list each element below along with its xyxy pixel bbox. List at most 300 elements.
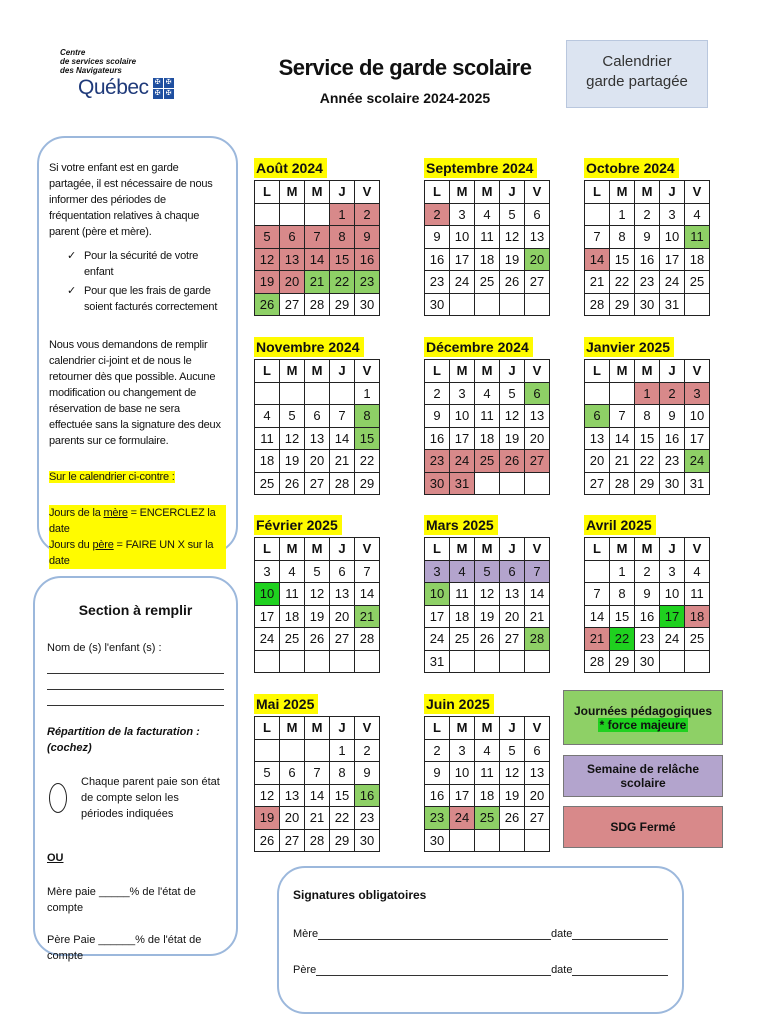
day-cell[interactable]: 19 bbox=[255, 807, 280, 830]
day-cell[interactable]: 2 bbox=[425, 739, 450, 762]
empty-day-cell bbox=[500, 293, 525, 316]
day-cell[interactable]: 20 bbox=[305, 450, 330, 473]
legend-relache-label: Semaine de relâche scolaire bbox=[586, 762, 700, 790]
day-cell[interactable]: 2 bbox=[635, 560, 660, 583]
father-date-line[interactable] bbox=[572, 964, 668, 976]
day-cell[interactable]: 20 bbox=[280, 807, 305, 830]
day-cell[interactable]: 6 bbox=[525, 739, 550, 762]
day-cell[interactable]: 10 bbox=[450, 762, 475, 785]
day-cell[interactable]: 23 bbox=[635, 628, 660, 651]
empty-day-cell bbox=[305, 650, 330, 673]
day-cell[interactable]: 6 bbox=[525, 382, 550, 405]
page-title: Service de garde scolaire bbox=[278, 55, 532, 80]
day-cell[interactable]: 8 bbox=[610, 226, 635, 249]
day-cell[interactable]: 14 bbox=[355, 583, 380, 606]
day-cell[interactable]: 24 bbox=[660, 628, 685, 651]
day-cell[interactable]: 10 bbox=[685, 405, 710, 428]
month-calendar bbox=[584, 158, 710, 316]
day-cell[interactable]: 27 bbox=[585, 472, 610, 495]
day-cell[interactable]: 21 bbox=[610, 450, 635, 473]
day-cell[interactable]: 15 bbox=[330, 248, 355, 271]
day-cell[interactable]: 25 bbox=[475, 450, 500, 473]
day-cell[interactable]: 21 bbox=[355, 605, 380, 628]
weekday-header: J bbox=[330, 181, 355, 204]
day-cell[interactable]: 26 bbox=[255, 293, 280, 316]
weekday-header: J bbox=[500, 538, 525, 561]
day-cell[interactable]: 17 bbox=[660, 248, 685, 271]
empty-day-cell bbox=[525, 472, 550, 495]
day-cell[interactable]: 5 bbox=[280, 405, 305, 428]
day-cell[interactable]: 11 bbox=[685, 583, 710, 606]
day-cell[interactable]: 26 bbox=[500, 807, 525, 830]
day-cell[interactable]: 28 bbox=[585, 650, 610, 673]
day-cell[interactable]: 18 bbox=[475, 248, 500, 271]
day-cell[interactable]: 4 bbox=[475, 382, 500, 405]
day-cell[interactable]: 26 bbox=[305, 628, 330, 651]
day-cell[interactable]: 19 bbox=[280, 450, 305, 473]
day-cell[interactable]: 25 bbox=[280, 628, 305, 651]
day-cell[interactable]: 2 bbox=[355, 203, 380, 226]
day-cell[interactable]: 18 bbox=[685, 605, 710, 628]
day-cell[interactable]: 11 bbox=[475, 405, 500, 428]
day-cell[interactable]: 18 bbox=[280, 605, 305, 628]
day-cell[interactable]: 27 bbox=[525, 807, 550, 830]
billing-option-radio[interactable] bbox=[49, 783, 67, 813]
weekday-header: V bbox=[355, 538, 380, 561]
day-cell[interactable]: 9 bbox=[425, 226, 450, 249]
day-cell[interactable]: 3 bbox=[450, 382, 475, 405]
day-cell[interactable]: 6 bbox=[305, 405, 330, 428]
day-cell[interactable]: 7 bbox=[330, 405, 355, 428]
day-cell[interactable]: 23 bbox=[425, 271, 450, 294]
day-cell[interactable]: 27 bbox=[525, 271, 550, 294]
day-cell[interactable]: 10 bbox=[450, 226, 475, 249]
day-cell[interactable]: 27 bbox=[305, 472, 330, 495]
day-cell[interactable]: 11 bbox=[255, 427, 280, 450]
day-cell[interactable]: 9 bbox=[425, 762, 450, 785]
day-cell[interactable]: 29 bbox=[610, 293, 635, 316]
day-cell[interactable]: 2 bbox=[660, 382, 685, 405]
day-cell[interactable]: 26 bbox=[500, 450, 525, 473]
day-cell[interactable]: 30 bbox=[425, 829, 450, 852]
weekday-header: J bbox=[500, 181, 525, 204]
day-cell[interactable]: 2 bbox=[425, 203, 450, 226]
empty-day-cell bbox=[255, 650, 280, 673]
badge-line1: Calendrier bbox=[602, 53, 672, 70]
day-cell[interactable]: 4 bbox=[280, 560, 305, 583]
day-cell[interactable]: 6 bbox=[280, 762, 305, 785]
day-cell[interactable]: 24 bbox=[450, 807, 475, 830]
day-cell[interactable]: 21 bbox=[585, 628, 610, 651]
day-cell[interactable]: 16 bbox=[355, 784, 380, 807]
day-cell[interactable]: 30 bbox=[635, 650, 660, 673]
day-cell[interactable]: 1 bbox=[330, 203, 355, 226]
day-cell[interactable]: 9 bbox=[425, 405, 450, 428]
day-cell[interactable]: 12 bbox=[255, 784, 280, 807]
day-cell[interactable]: 14 bbox=[585, 248, 610, 271]
day-cell[interactable]: 29 bbox=[610, 650, 635, 673]
day-cell[interactable]: 4 bbox=[255, 405, 280, 428]
day-cell[interactable]: 25 bbox=[475, 807, 500, 830]
day-cell[interactable]: 5 bbox=[255, 762, 280, 785]
day-cell[interactable]: 12 bbox=[305, 583, 330, 606]
day-cell[interactable]: 15 bbox=[330, 784, 355, 807]
day-cell[interactable]: 24 bbox=[255, 628, 280, 651]
day-cell[interactable]: 13 bbox=[330, 583, 355, 606]
empty-day-cell bbox=[450, 829, 475, 852]
day-cell[interactable]: 6 bbox=[525, 203, 550, 226]
day-cell[interactable]: 14 bbox=[610, 427, 635, 450]
day-cell[interactable]: 11 bbox=[685, 226, 710, 249]
day-cell[interactable]: 18 bbox=[685, 248, 710, 271]
day-cell[interactable]: 19 bbox=[475, 605, 500, 628]
day-cell[interactable]: 9 bbox=[355, 762, 380, 785]
day-cell[interactable]: 27 bbox=[525, 450, 550, 473]
day-cell[interactable]: 14 bbox=[305, 784, 330, 807]
quebec-wordmark: Québec bbox=[78, 76, 149, 99]
day-cell[interactable]: 18 bbox=[475, 784, 500, 807]
day-cell[interactable]: 28 bbox=[330, 472, 355, 495]
day-cell[interactable]: 26 bbox=[475, 628, 500, 651]
day-cell[interactable]: 29 bbox=[355, 472, 380, 495]
day-cell[interactable]: 7 bbox=[525, 560, 550, 583]
day-cell[interactable]: 4 bbox=[475, 203, 500, 226]
day-cell[interactable]: 28 bbox=[610, 472, 635, 495]
day-cell[interactable]: 3 bbox=[660, 203, 685, 226]
day-cell[interactable]: 3 bbox=[660, 560, 685, 583]
month-grid bbox=[584, 180, 710, 316]
weekday-header: J bbox=[500, 717, 525, 740]
weekday-header: V bbox=[525, 360, 550, 383]
day-cell[interactable]: 21 bbox=[305, 271, 330, 294]
day-cell[interactable]: 31 bbox=[685, 472, 710, 495]
day-cell[interactable]: 24 bbox=[685, 450, 710, 473]
day-cell[interactable]: 7 bbox=[355, 560, 380, 583]
day-cell[interactable]: 17 bbox=[685, 427, 710, 450]
day-cell[interactable]: 28 bbox=[355, 628, 380, 651]
day-cell[interactable]: 20 bbox=[280, 271, 305, 294]
day-cell[interactable]: 6 bbox=[330, 560, 355, 583]
month-grid bbox=[254, 716, 380, 852]
day-cell[interactable]: 28 bbox=[585, 293, 610, 316]
day-cell[interactable]: 23 bbox=[635, 271, 660, 294]
day-cell[interactable]: 30 bbox=[425, 472, 450, 495]
day-cell[interactable]: 2 bbox=[425, 382, 450, 405]
intro-text: Si votre enfant est en garde partagée, il est nécessaire de nous informer des périodes de fréquentation relatives à chaque parent (père et mère). bbox=[49, 162, 213, 238]
day-cell[interactable]: 14 bbox=[305, 248, 330, 271]
day-cell[interactable]: 16 bbox=[355, 248, 380, 271]
day-cell[interactable]: 2 bbox=[355, 739, 380, 762]
day-cell[interactable]: 5 bbox=[500, 382, 525, 405]
day-cell[interactable]: 24 bbox=[450, 271, 475, 294]
day-cell[interactable]: 30 bbox=[635, 293, 660, 316]
day-cell[interactable]: 8 bbox=[330, 226, 355, 249]
day-cell[interactable]: 1 bbox=[330, 739, 355, 762]
day-cell[interactable]: 5 bbox=[475, 560, 500, 583]
day-cell[interactable]: 20 bbox=[585, 450, 610, 473]
child-name-line-3[interactable] bbox=[47, 694, 224, 706]
day-cell[interactable]: 25 bbox=[255, 472, 280, 495]
day-cell[interactable]: 8 bbox=[610, 583, 635, 606]
day-cell[interactable]: 16 bbox=[635, 248, 660, 271]
day-cell[interactable]: 27 bbox=[280, 293, 305, 316]
day-cell[interactable]: 22 bbox=[330, 271, 355, 294]
signature-section bbox=[277, 866, 684, 1014]
day-cell[interactable]: 17 bbox=[425, 605, 450, 628]
day-cell[interactable]: 4 bbox=[450, 560, 475, 583]
day-cell[interactable]: 7 bbox=[585, 226, 610, 249]
day-cell[interactable]: 15 bbox=[610, 605, 635, 628]
day-cell[interactable]: 16 bbox=[425, 427, 450, 450]
day-cell[interactable]: 18 bbox=[255, 450, 280, 473]
day-cell[interactable]: 3 bbox=[255, 560, 280, 583]
empty-day-cell bbox=[280, 203, 305, 226]
day-cell[interactable]: 1 bbox=[610, 560, 635, 583]
day-cell[interactable]: 7 bbox=[305, 226, 330, 249]
day-cell[interactable]: 14 bbox=[330, 427, 355, 450]
child-name-line-2[interactable] bbox=[47, 678, 224, 690]
day-cell[interactable]: 28 bbox=[305, 829, 330, 852]
day-cell[interactable]: 20 bbox=[330, 605, 355, 628]
weekday-header: M bbox=[305, 181, 330, 204]
day-cell[interactable]: 22 bbox=[610, 271, 635, 294]
day-cell[interactable]: 22 bbox=[355, 450, 380, 473]
empty-day-cell bbox=[475, 293, 500, 316]
day-cell[interactable]: 6 bbox=[280, 226, 305, 249]
empty-day-cell bbox=[305, 382, 330, 405]
month-grid bbox=[584, 537, 710, 673]
day-cell[interactable]: 15 bbox=[610, 248, 635, 271]
day-cell[interactable]: 10 bbox=[425, 583, 450, 606]
day-cell[interactable]: 10 bbox=[660, 583, 685, 606]
day-cell[interactable]: 25 bbox=[685, 271, 710, 294]
day-cell[interactable]: 3 bbox=[425, 560, 450, 583]
day-cell[interactable]: 9 bbox=[355, 226, 380, 249]
day-cell[interactable]: 17 bbox=[450, 427, 475, 450]
weekday-header: M bbox=[450, 181, 475, 204]
day-cell[interactable]: 26 bbox=[500, 271, 525, 294]
day-cell[interactable]: 12 bbox=[255, 248, 280, 271]
day-cell[interactable]: 7 bbox=[585, 583, 610, 606]
day-cell[interactable]: 22 bbox=[610, 628, 635, 651]
month-title: Août 2024 bbox=[254, 158, 327, 178]
empty-day-cell bbox=[585, 560, 610, 583]
org-name-line1: Centre bbox=[60, 48, 86, 57]
day-cell[interactable]: 23 bbox=[660, 450, 685, 473]
day-cell[interactable]: 7 bbox=[610, 405, 635, 428]
day-cell[interactable]: 30 bbox=[660, 472, 685, 495]
empty-day-cell bbox=[280, 650, 305, 673]
day-cell[interactable]: 23 bbox=[425, 450, 450, 473]
day-cell[interactable]: 15 bbox=[635, 427, 660, 450]
day-cell[interactable]: 25 bbox=[685, 628, 710, 651]
weekday-header: L bbox=[585, 538, 610, 561]
weekday-header: L bbox=[585, 181, 610, 204]
day-cell[interactable]: 30 bbox=[355, 829, 380, 852]
day-cell[interactable]: 6 bbox=[500, 560, 525, 583]
day-cell[interactable]: 2 bbox=[635, 203, 660, 226]
day-cell[interactable]: 22 bbox=[635, 450, 660, 473]
org-name-line3: des Navigateurs bbox=[60, 66, 122, 75]
day-cell[interactable]: 30 bbox=[355, 293, 380, 316]
day-cell[interactable]: 11 bbox=[475, 226, 500, 249]
day-cell[interactable]: 19 bbox=[500, 427, 525, 450]
day-cell[interactable]: 20 bbox=[500, 605, 525, 628]
day-cell[interactable]: 10 bbox=[660, 226, 685, 249]
day-cell[interactable]: 14 bbox=[525, 583, 550, 606]
month-grid bbox=[424, 537, 550, 673]
day-cell[interactable]: 18 bbox=[450, 605, 475, 628]
day-cell[interactable]: 10 bbox=[450, 405, 475, 428]
day-cell[interactable]: 12 bbox=[500, 762, 525, 785]
month-calendar bbox=[254, 694, 380, 852]
empty-day-cell bbox=[475, 650, 500, 673]
day-cell[interactable]: 11 bbox=[450, 583, 475, 606]
day-cell[interactable]: 8 bbox=[355, 405, 380, 428]
day-cell[interactable]: 5 bbox=[500, 739, 525, 762]
day-cell[interactable]: 5 bbox=[305, 560, 330, 583]
day-cell[interactable]: 13 bbox=[585, 427, 610, 450]
weekday-header: L bbox=[255, 717, 280, 740]
day-cell[interactable]: 8 bbox=[330, 762, 355, 785]
weekday-header: M bbox=[280, 181, 305, 204]
day-cell[interactable]: 17 bbox=[450, 784, 475, 807]
mother-date-line[interactable] bbox=[572, 928, 668, 940]
day-cell[interactable]: 20 bbox=[525, 427, 550, 450]
day-cell[interactable]: 12 bbox=[500, 226, 525, 249]
day-cell[interactable]: 13 bbox=[280, 784, 305, 807]
day-cell[interactable]: 9 bbox=[635, 583, 660, 606]
day-cell[interactable]: 3 bbox=[450, 739, 475, 762]
day-cell[interactable]: 17 bbox=[660, 605, 685, 628]
day-cell[interactable]: 13 bbox=[525, 226, 550, 249]
day-cell[interactable]: 21 bbox=[305, 807, 330, 830]
weekday-header: V bbox=[685, 360, 710, 383]
day-cell[interactable]: 29 bbox=[330, 293, 355, 316]
day-cell[interactable]: 1 bbox=[355, 382, 380, 405]
day-cell[interactable]: 17 bbox=[450, 248, 475, 271]
day-cell[interactable]: 13 bbox=[525, 762, 550, 785]
day-cell[interactable]: 21 bbox=[330, 450, 355, 473]
day-cell[interactable]: 14 bbox=[585, 605, 610, 628]
day-cell[interactable]: 11 bbox=[280, 583, 305, 606]
day-cell[interactable]: 9 bbox=[635, 226, 660, 249]
day-cell[interactable]: 19 bbox=[500, 248, 525, 271]
day-cell[interactable]: 12 bbox=[475, 583, 500, 606]
day-cell[interactable]: 27 bbox=[500, 628, 525, 651]
month-grid bbox=[584, 359, 710, 495]
day-cell[interactable]: 28 bbox=[305, 293, 330, 316]
day-cell[interactable]: 31 bbox=[450, 472, 475, 495]
day-cell[interactable]: 15 bbox=[355, 427, 380, 450]
day-cell[interactable]: 22 bbox=[330, 807, 355, 830]
day-cell[interactable]: 20 bbox=[525, 784, 550, 807]
child-name-line-1[interactable] bbox=[47, 662, 224, 674]
day-cell[interactable]: 5 bbox=[500, 203, 525, 226]
day-cell[interactable]: 27 bbox=[280, 829, 305, 852]
day-cell[interactable]: 16 bbox=[425, 248, 450, 271]
day-cell[interactable]: 29 bbox=[635, 472, 660, 495]
day-cell[interactable]: 24 bbox=[450, 450, 475, 473]
day-cell[interactable]: 13 bbox=[500, 583, 525, 606]
day-cell[interactable]: 26 bbox=[255, 829, 280, 852]
weekday-header: V bbox=[525, 717, 550, 740]
day-cell[interactable]: 1 bbox=[610, 203, 635, 226]
day-cell[interactable]: 31 bbox=[425, 650, 450, 673]
day-cell[interactable]: 13 bbox=[280, 248, 305, 271]
day-cell[interactable]: 9 bbox=[660, 405, 685, 428]
month-grid bbox=[424, 180, 550, 316]
day-cell[interactable]: 19 bbox=[500, 784, 525, 807]
day-cell[interactable]: 21 bbox=[525, 605, 550, 628]
day-cell[interactable]: 19 bbox=[305, 605, 330, 628]
day-cell[interactable]: 13 bbox=[525, 405, 550, 428]
day-cell[interactable]: 23 bbox=[355, 271, 380, 294]
day-cell[interactable]: 21 bbox=[585, 271, 610, 294]
mother-pays-field[interactable]: Mère paie _____% de l'état de compte bbox=[47, 886, 196, 914]
day-cell[interactable]: 12 bbox=[500, 405, 525, 428]
day-cell[interactable]: 4 bbox=[685, 560, 710, 583]
day-cell[interactable]: 25 bbox=[475, 271, 500, 294]
day-cell[interactable]: 19 bbox=[255, 271, 280, 294]
day-cell[interactable]: 11 bbox=[475, 762, 500, 785]
day-cell[interactable]: 3 bbox=[450, 203, 475, 226]
badge-line2: garde partagée bbox=[586, 73, 688, 90]
father-pays-field[interactable]: Père Paie ______% de l'état de compte bbox=[47, 934, 202, 962]
day-cell[interactable]: 23 bbox=[425, 807, 450, 830]
day-cell[interactable]: 26 bbox=[280, 472, 305, 495]
day-cell[interactable]: 23 bbox=[355, 807, 380, 830]
day-cell[interactable]: 31 bbox=[660, 293, 685, 316]
day-cell[interactable]: 29 bbox=[330, 829, 355, 852]
day-cell[interactable]: 4 bbox=[685, 203, 710, 226]
billing-label: Répartition de la facturation : (cochez) bbox=[47, 726, 200, 754]
day-cell[interactable]: 3 bbox=[685, 382, 710, 405]
day-cell[interactable]: 17 bbox=[255, 605, 280, 628]
billing-option-1[interactable] bbox=[49, 774, 224, 822]
day-cell[interactable]: 12 bbox=[280, 427, 305, 450]
day-cell[interactable]: 10 bbox=[255, 583, 280, 606]
weekday-header: L bbox=[255, 181, 280, 204]
weekday-header: M bbox=[475, 538, 500, 561]
day-cell[interactable]: 13 bbox=[305, 427, 330, 450]
day-cell[interactable]: 7 bbox=[305, 762, 330, 785]
day-cell[interactable]: 16 bbox=[425, 784, 450, 807]
day-cell[interactable]: 20 bbox=[525, 248, 550, 271]
mother-signature-line[interactable] bbox=[318, 928, 551, 940]
father-signature-line[interactable] bbox=[316, 964, 551, 976]
day-cell[interactable]: 24 bbox=[660, 271, 685, 294]
empty-day-cell bbox=[475, 829, 500, 852]
day-cell[interactable]: 27 bbox=[330, 628, 355, 651]
day-cell[interactable]: 8 bbox=[635, 405, 660, 428]
empty-day-cell bbox=[450, 293, 475, 316]
day-cell[interactable]: 30 bbox=[425, 293, 450, 316]
day-cell[interactable]: 18 bbox=[475, 427, 500, 450]
day-cell[interactable]: 4 bbox=[475, 739, 500, 762]
day-cell[interactable]: 16 bbox=[635, 605, 660, 628]
day-cell[interactable]: 28 bbox=[525, 628, 550, 651]
day-cell[interactable]: 1 bbox=[635, 382, 660, 405]
day-cell[interactable]: 25 bbox=[450, 628, 475, 651]
day-cell[interactable]: 6 bbox=[585, 405, 610, 428]
day-cell[interactable]: 24 bbox=[425, 628, 450, 651]
weekday-header: M bbox=[475, 181, 500, 204]
empty-day-cell bbox=[255, 203, 280, 226]
day-cell[interactable]: 16 bbox=[660, 427, 685, 450]
month-grid bbox=[254, 537, 380, 673]
day-cell[interactable]: 5 bbox=[255, 226, 280, 249]
